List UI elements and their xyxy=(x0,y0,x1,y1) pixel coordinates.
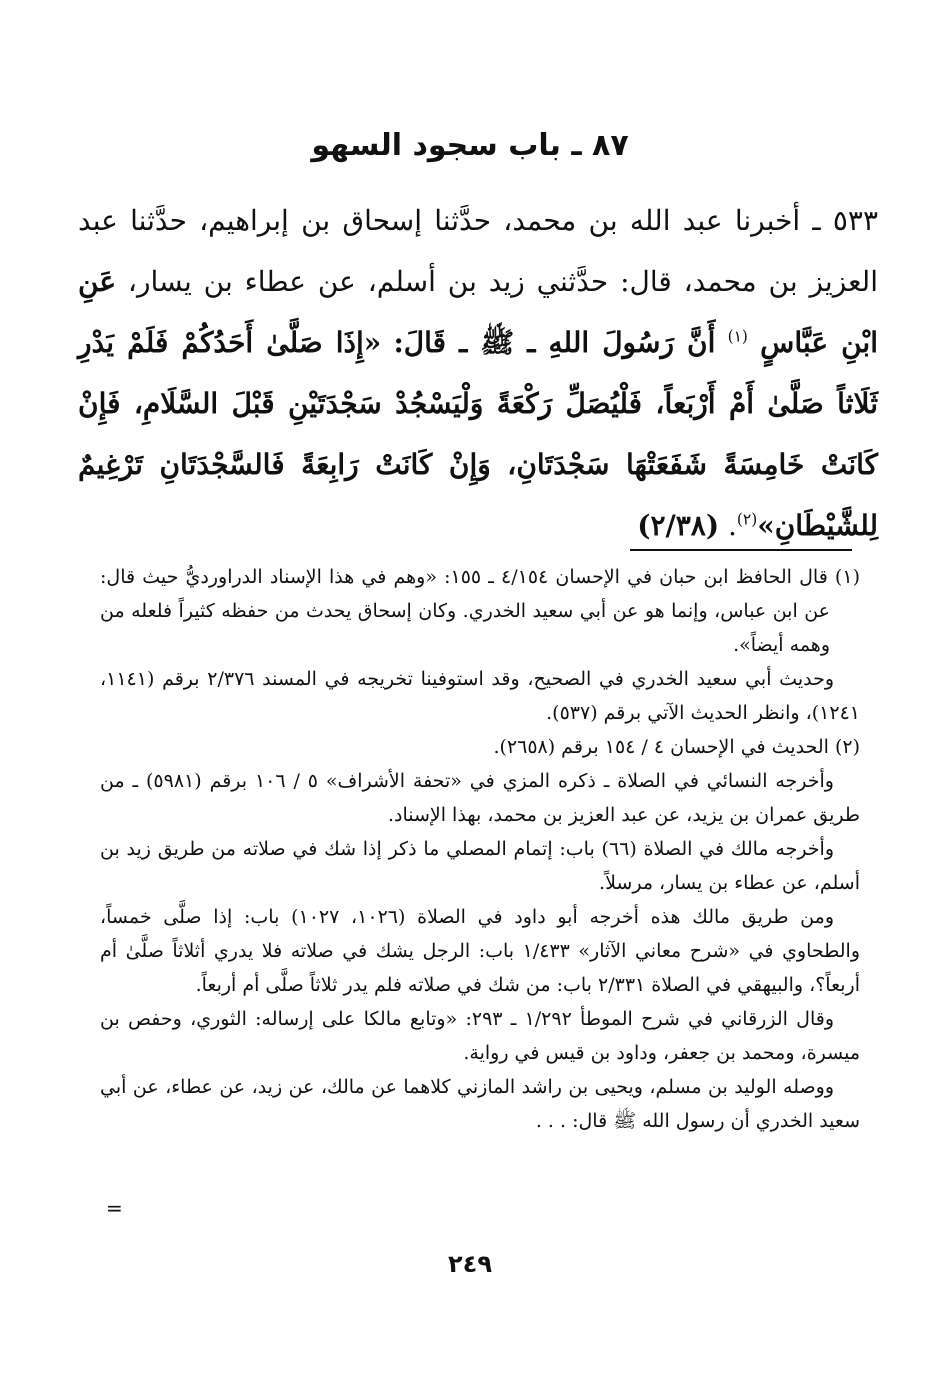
footnote-2-abudawud: ومن طريق مالك هذه أخرجه أبو داود في الصلاة (١٠٢٦، ١٠٢٧) باب: إذا صلَّى خمساً، والطحاوي في «شرح معاني الآثار» ١/٤٣٣ باب: الرجل يشك في صلاته فلا يدري أثلاثاً صلَّىٰ أم أربعاً؟، والبيهقي في الصلاة ٢/٣٣١ باب: من شك في صلاته فلم يدر ثلاثاً صلَّى أم أربعاً. xyxy=(100,906,860,996)
hadith-intro: أَنَّ رَسُولَ اللهِ ـ ﷺ ـ قَالَ: xyxy=(393,326,716,359)
hadith-text xyxy=(78,190,878,556)
chapter-title: ٨٧ ـ باب سجود السهو xyxy=(311,128,629,163)
footnote-ref-1: (١) xyxy=(727,327,748,346)
footnotes xyxy=(100,560,860,1138)
hadith-narrator: عَنِ ابْنِ عَبَّاسٍ xyxy=(78,265,878,359)
footnote-1: (١) قال الحافظ ابن حبان في الإحسان ٤/١٥٤ ـ ١٥٥: «وهم في هذا الإسناد الدراورديُّ حيث قال: عن ابن عباس، وإنما هو عن أبي سعيد الخدري. وكان إسحاق يحدث من حفظه كثيراً فلعله من وهمه أيضاً». xyxy=(100,566,860,656)
footnote-2-zurqani: وقال الزرقاني في شرح الموطأ ١/٢٩٢ ـ ٢٩٣: «وتابع مالكا على إرساله: الثوري، وحفص بن ميسرة، ومحمد بن جعفر، وداود بن قيس في رواية. xyxy=(100,1008,860,1064)
footnote-2-walid: ووصله الوليد بن مسلم، ويحيى بن راشد المازني كلاهما عن مالك، عن زيد، عن عطاء، عن أبي سعيد الخدري أن رسول الله ﷺ قال: . . . xyxy=(100,1076,860,1132)
footnote-2-malik: وأخرجه مالك في الصلاة (٦٦) باب: إتمام المصلي ما ذكر إذا شك في صلاته من طريق زيد بن أسلم، عن عطاء بن يسار، مرسلاً. xyxy=(100,838,860,894)
hadith-paragraph: ٥٣٣ ـ أخبرنا عبد الله بن محمد، حدَّثنا إسحاق بن إبراهيم، حدَّثنا عبد العزيز بن محمد، قال: حدَّثني زيد بن أسلم، عن عطاء بن يسار، عَنِ ابْنِ عَبَّاسٍ $^{(١)}$ أَنَّ رَسُولَ اللهِ ـ ﷺ ـ قَالَ: «إِذَا صَلَّىٰ أَحَدُكُمْ فَلَمْ يَدْرِ ثَلَاثاً صَلَّىٰ أَمْ أَرْبَعاً، فَلْيُصَلِّ رَكْعَةً وَلْيَسْجُدْ سَجْدَتَيْنِ قَبْلَ السَّلَامِ، فَإِنْ كَانَتْ خَامِسَةً شَفَعَتْهَا سَجْدَتَانِ، وَإِنْ كَانَتْ رَابِعَةً فَالسَّجْدَتَانِ تَرْغِيمٌ لِلشَّيْطَانِ»$^{(٢)}$. (٢/٣٨) xyxy=(78,204,878,542)
page-number: ٢٤٩ xyxy=(448,1250,492,1278)
hadith-matn: «إِذَا صَلَّىٰ أَحَدُكُمْ فَلَمْ يَدْرِ ثَلَاثاً صَلَّىٰ أَمْ أَرْبَعاً، فَلْيُصَلِّ رَكْعَةً وَلْيَسْجُدْ سَجْدَتَيْنِ قَبْلَ السَّلَامِ، فَإِنْ كَانَتْ خَامِسَةً شَفَعَتْهَا سَجْدَتَانِ، وَإِنْ كَانَتْ رَابِعَةً فَالسَّجْدَتَانِ تَرْغِيمٌ لِلشَّيْطَانِ» xyxy=(78,326,878,542)
footnote-divider xyxy=(630,549,852,551)
footnote-ref-2: (٢) xyxy=(736,510,758,529)
hadith-reference: (٢/٣٨) xyxy=(637,509,720,542)
footnote-2-nasai: وأخرجه النسائي في الصلاة ـ ذكره المزي في «تحفة الأشراف» ٥ / ١٠٦ برقم (٥٩٨١) ـ من طريق عمران بن يزيد، عن عبد العزيز بن محمد، بهذا الإسناد. xyxy=(100,770,860,826)
footnote-2: (٢) الحديث في الإحسان ٤ / ١٥٤ برقم (٢٦٥٨). xyxy=(493,736,860,758)
hadith-isnad: ٥٣٣ ـ أخبرنا عبد الله بن محمد، حدَّثنا إسحاق بن إبراهيم، حدَّثنا عبد العزيز بن محمد، قال: حدَّثني زيد بن أسلم، عن عطاء بن يسار، xyxy=(78,204,878,298)
footnote-1-continued: وحديث أبي سعيد الخدري في الصحيح، وقد استوفينا تخريجه في المسند ٢/٣٧٦ برقم (١١٤١، ١٢٤١)، وانظر الحديث الآتي برقم (٥٣٧). xyxy=(100,668,860,724)
continuation-mark: = xyxy=(106,1196,123,1220)
